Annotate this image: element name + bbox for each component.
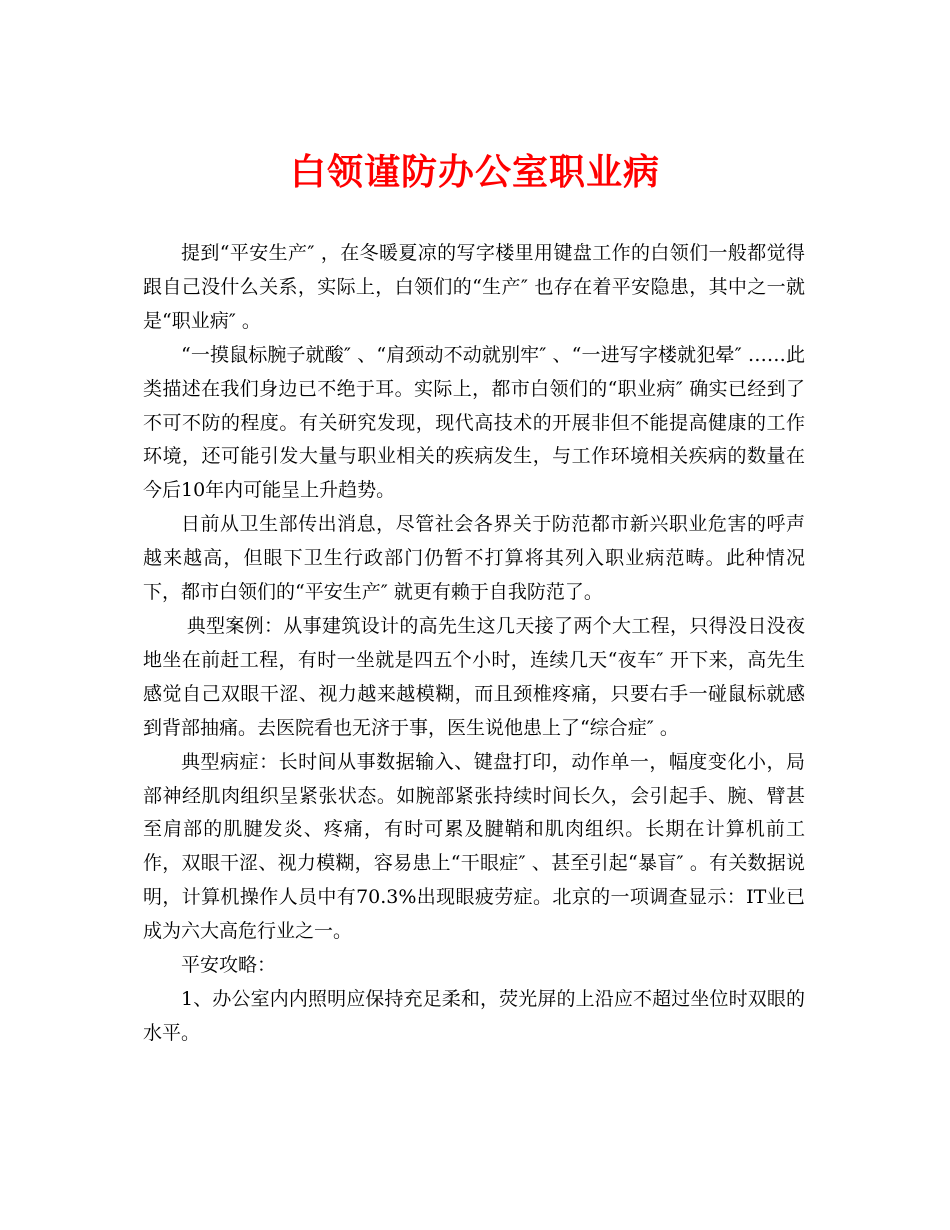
typical-symptoms-paragraph: 典型病症：长时间从事数据输入、键盘打印，动作单一，幅度变化小，局部神经肌肉组织呈紧张状态。如腕部紧张持续时间长久，会引起手、腕、臂甚至肩部的肌腱发炎、疼痛，有时可累及腱鞘和肌肉组织。长期在计算机前工作，双眼干涩、视力模糊，容易患上“干眼症″ 、甚至引起“暴盲″ 。有关数据说明，计算机操作人员中有70.3%出现眼疲劳症。北京的一项调查显示：IT业已成为六大高危行业之一。 [143,750,805,943]
intro-paragraph: 提到“平安生产″ ，在冬暖夏凉的写字楼里用键盘工作的白领们一般都觉得跟自己没什么关系，实际上，白领们的“生产″ 也存在着平安隐患，其中之一就是“职业病″ 。 [143,242,805,332]
typical-case-paragraph: 典型案例：从事建筑设计的高先生这几天接了两个大工程，只得没日没夜地坐在前赶工程，有时一坐就是四五个小时，连续几天“夜车″ 开下来，高先生感觉自己双眼干涩、视力越来越模糊，而且颈椎疼痛，只要右手一碰鼠标就感到背部抽痛。去医院看也无济于事，医生说他患上了“综合症″ 。 [143,614,805,739]
symptoms-description-paragraph: “一摸鼠标腕子就酸″ 、“肩颈动不动就别牢″ 、“一进写字楼就犯晕″ ……此类描述在我们身边已不绝于耳。实际上，都市白领们的“职业病″ 确实已经到了不可不防的程度。有关研究发现，现代高技术的开展非但不能提高健康的工作环境，还可能引发大量与职业相关的疾病发生，与工作环境相关疾病的数量在今后10年内可能呈上升趋势。 [143,343,805,502]
health-ministry-paragraph: 日前从卫生部传出消息，尽管社会各界关于防范都市新兴职业危害的呼声越来越高，但眼下卫生行政部门仍暂不打算将其列入职业病范畴。此种情况下，都市白领们的“平安生产″ 就更有赖于自我防范了。 [143,513,805,604]
safety-strategy-heading: 平安攻略： [181,954,277,977]
strategy-item-1: 1、办公室内内照明应保持充足柔和，荧光屏的上沿应不超过坐位时双眼的水平。 [143,987,805,1044]
document-title: 白领谨防办公室职业病 [289,151,660,194]
document-body [143,237,805,1051]
